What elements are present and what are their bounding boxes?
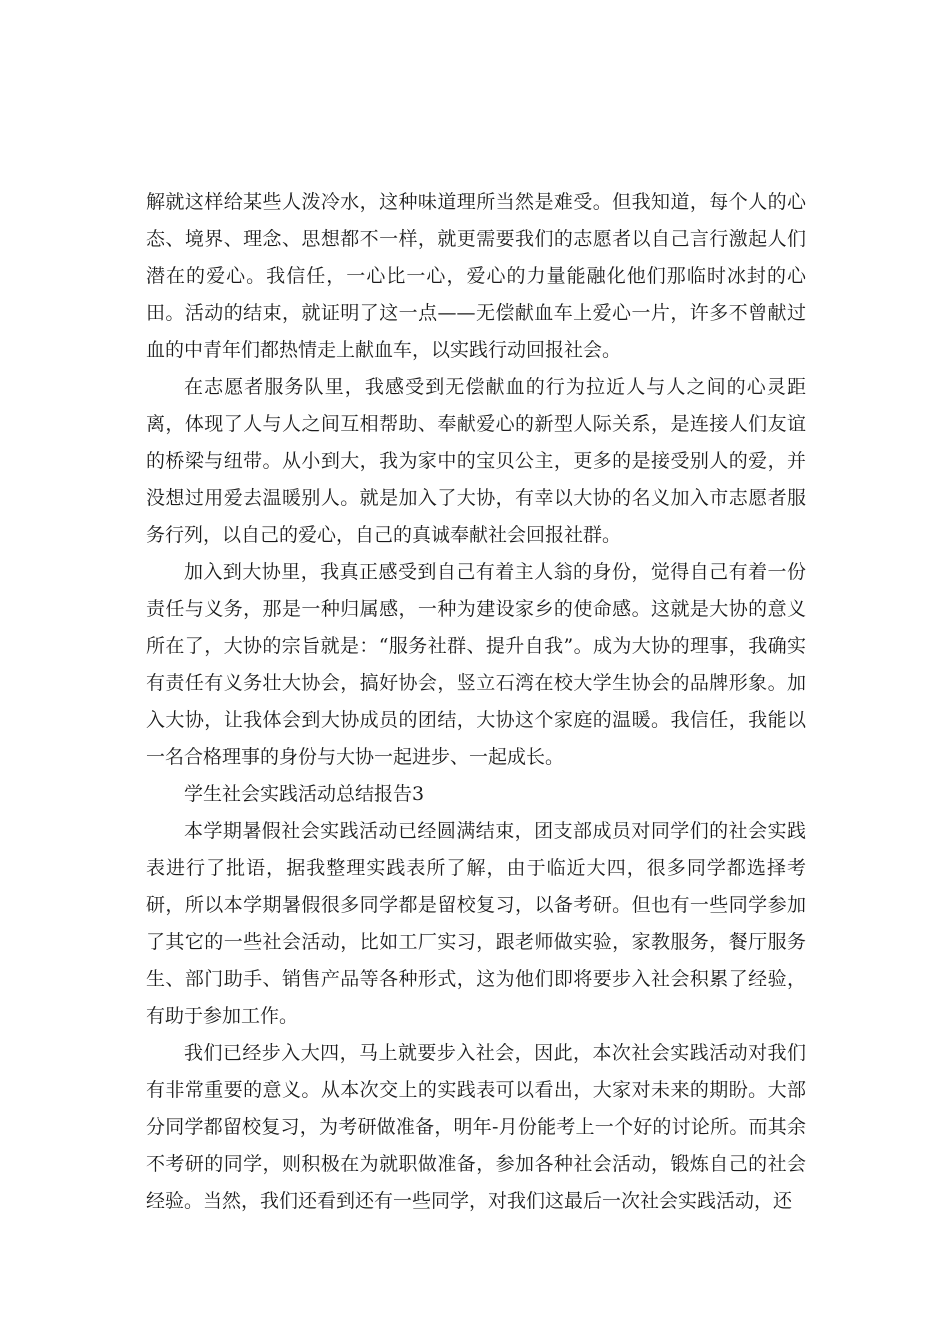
- paragraph-volunteer-service: 在志愿者服务队里，我感受到无偿献血的行为拉近人与人之间的心灵距离，体现了人与人之间互相帮助、奉献爱心的新型人际关系，是连接人们友谊的桥梁与纽带。从小到大，我为家中的宝贝公主，更多的是接受别人的爱，并没想过用爱去温暖别人。就是加入了大协，有幸以大协的名义加入市志愿者服务行列，以自己的爱心，自己的真诚奉献社会回报社群。: [146, 376, 806, 546]
- paragraph-association: 加入到大协里，我真正感受到自己有着主人翁的身份，觉得自己有着一份责任与义务，那是一种归属感，一种为建设家乡的使命感。这就是大协的意义所在了，大协的宗旨就是：“服务社群、提升自我”。成为大协的理事，我确实有责任有义务壮大协会，搞好协会，竖立石湾在校大学生协会的品牌形象。加入大协，让我体会到大协成员的团结，大协这个家庭的温暖。我信任，我能以一名合格理事的身份与大协一起进步、一起成长。: [146, 561, 806, 768]
- section-heading: 学生社会实践活动总结报告3: [184, 783, 425, 805]
- paragraph-continued: 解就这样给某些人泼冷水，这种味道理所当然是难受。但我知道，每个人的心态、境界、理念、思想都不一样，就更需要我们的志愿者以自己言行激起人们潜在的爱心。我信任，一心比一心，爱心的力量能融化他们那临时冰封的心田。活动的结束，就证明了这一点——无偿献血车上爱心一片，许多不曾献过血的中青年们都热情走上献血车，以实践行动回报社会。: [146, 191, 806, 361]
- paragraph-senior-year: 我们已经步入大四，马上就要步入社会，因此，本次社会实践活动对我们有非常重要的意义。从本次交上的实践表可以看出，大家对未来的期盼。大部分同学都留校复习，为考研做准备，明年-月份能考上一个好的讨论所。而其余不考研的同学，则积极在为就职做准备，参加各种社会活动，锻炼自己的社会经验。当然，我们还看到还有一些同学，对我们这最后一次社会实践活动，还: [146, 1042, 806, 1212]
- paragraph-summer-practice: 本学期暑假社会实践活动已经圆满结束，团支部成员对同学们的社会实践表进行了批语，据我整理实践表所了解，由于临近大四，很多同学都选择考研，所以本学期暑假很多同学都是留校复习，以备考研。但也有一些同学参加了其它的一些社会活动，比如工厂实习，跟老师做实验，家教服务，餐厅服务生、部门助手、销售产品等各种形式，这为他们即将要步入社会积累了经验，有助于参加工作。: [146, 820, 806, 1027]
- document-body: [146, 184, 806, 1220]
